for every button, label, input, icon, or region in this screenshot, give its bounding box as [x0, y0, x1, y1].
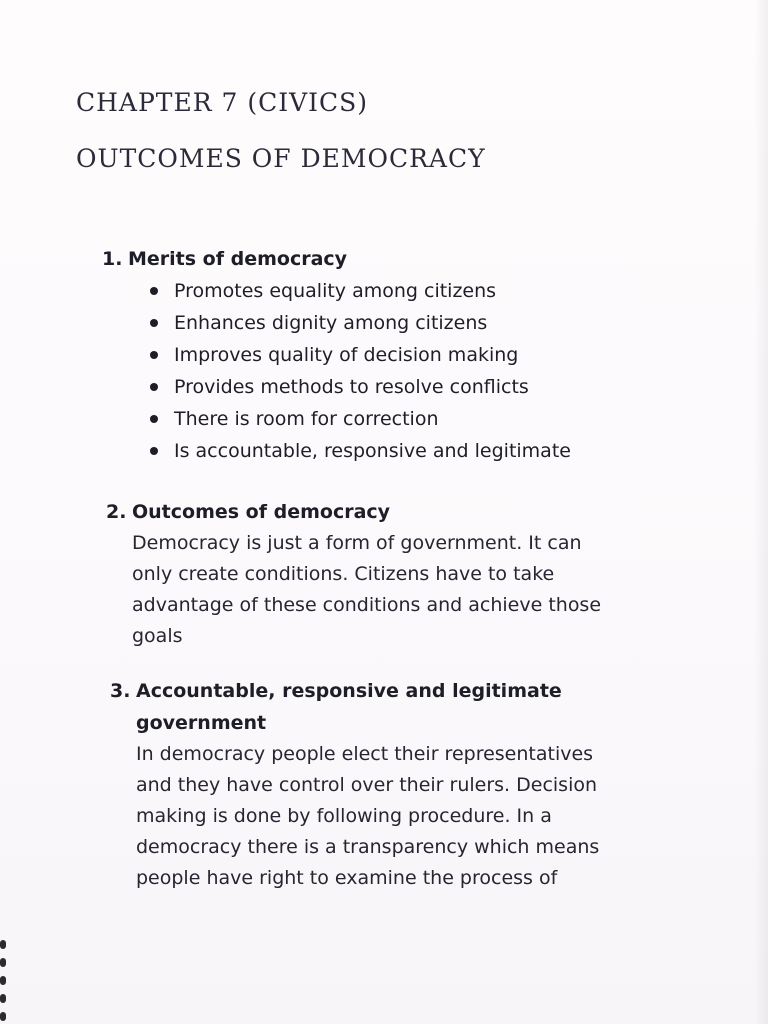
- section-paragraph: [136, 739, 599, 894]
- paragraph-line: making is done by following procedure. In a: [136, 805, 552, 827]
- chapter-title: CHAPTER 7 (CIVICS): [76, 88, 369, 117]
- paragraph-line: people have right to examine the process of: [136, 867, 558, 889]
- spiral-binding: [0, 940, 8, 1024]
- list-item: [150, 371, 571, 403]
- spiral-ring-icon: [0, 1012, 6, 1021]
- list-item: [150, 307, 571, 339]
- merits-list: [150, 275, 571, 467]
- bullet-icon: [150, 351, 158, 359]
- paragraph-line: Democracy is just a form of government. It can: [132, 532, 582, 554]
- section-outcomes: [106, 496, 601, 652]
- list-item: [150, 403, 571, 435]
- list-item-text: Enhances dignity among citizens: [174, 312, 488, 334]
- section-heading: [110, 675, 599, 707]
- section-accountable: [110, 675, 599, 894]
- section-paragraph: [132, 528, 601, 652]
- spiral-ring-icon: [0, 958, 6, 967]
- list-item: [150, 275, 571, 307]
- section-heading-text: Accountable, responsive and legitimate: [136, 680, 562, 702]
- topic-title: OUTCOMES OF DEMOCRACY: [76, 144, 486, 173]
- page-edge-shadow: [754, 0, 768, 1024]
- spiral-ring-icon: [0, 994, 6, 1003]
- list-item: [150, 339, 571, 371]
- bullet-icon: [150, 415, 158, 423]
- paragraph-line: and they have control over their rulers. Decision: [136, 774, 598, 796]
- paragraph-line: In democracy people elect their representatives: [136, 743, 594, 765]
- paragraph-line: only create conditions. Citizens have to take: [132, 563, 555, 585]
- list-item: [150, 435, 571, 467]
- list-item-text: Provides methods to resolve conflicts: [174, 376, 529, 398]
- section-heading: [102, 243, 571, 275]
- list-item-text: Is accountable, responsive and legitimate: [174, 440, 571, 462]
- paragraph-line: goals: [132, 625, 183, 647]
- bullet-icon: [150, 287, 158, 295]
- bullet-icon: [150, 447, 158, 455]
- section-heading-text: Outcomes of democracy: [132, 501, 391, 523]
- list-item-text: Improves quality of decision making: [174, 344, 519, 366]
- section-heading-text: Merits of democracy: [128, 248, 348, 270]
- paragraph-line: advantage of these conditions and achieve those: [132, 594, 602, 616]
- section-merits: [102, 243, 571, 467]
- section-heading-continued: [136, 707, 599, 739]
- section-number: 3.: [110, 680, 131, 702]
- spiral-ring-icon: [0, 976, 6, 985]
- list-item-text: There is room for correction: [174, 408, 439, 430]
- section-heading: [106, 496, 601, 528]
- spiral-ring-icon: [0, 940, 6, 949]
- section-number: 1.: [102, 248, 123, 270]
- bullet-icon: [150, 319, 158, 327]
- bullet-icon: [150, 383, 158, 391]
- list-item-text: Promotes equality among citizens: [174, 280, 497, 302]
- section-number: 2.: [106, 501, 127, 523]
- section-heading-text: government: [136, 712, 267, 734]
- paragraph-line: democracy there is a transparency which means: [136, 836, 600, 858]
